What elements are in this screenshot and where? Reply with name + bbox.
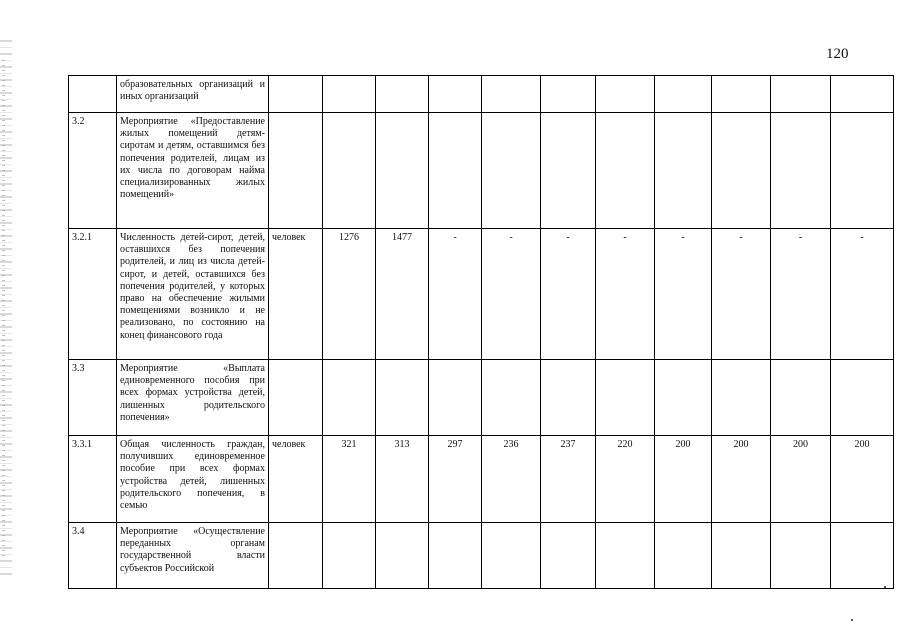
table-row bbox=[69, 360, 894, 436]
value-cell: - bbox=[655, 229, 712, 360]
table-row bbox=[69, 436, 894, 523]
indicators-table bbox=[68, 75, 894, 589]
value-cell bbox=[771, 360, 831, 436]
unit-cell bbox=[269, 76, 323, 113]
value-cell bbox=[429, 76, 482, 113]
row-number-cell: 3.3.1 bbox=[69, 436, 117, 523]
scan-dot bbox=[851, 619, 853, 621]
value-cell: 1276 bbox=[323, 229, 376, 360]
value-cell bbox=[376, 360, 429, 436]
description-cell: Мероприятие «Предоставление жилых помещений детям-сиротам и детям, оставшимся без попечения родителей, лицам из их числа по договорам найма специализированных жилых помещений» bbox=[117, 113, 269, 229]
unit-cell: человек bbox=[269, 229, 323, 360]
value-cell: 313 bbox=[376, 436, 429, 523]
value-cell: - bbox=[596, 229, 655, 360]
value-cell bbox=[429, 113, 482, 229]
page-number: 120 bbox=[826, 46, 849, 62]
value-cell bbox=[655, 360, 712, 436]
table-row bbox=[69, 76, 894, 113]
value-cell: - bbox=[541, 229, 596, 360]
value-cell bbox=[712, 113, 771, 229]
value-cell bbox=[541, 113, 596, 229]
value-cell bbox=[482, 113, 541, 229]
value-cell bbox=[596, 76, 655, 113]
value-cell bbox=[596, 113, 655, 229]
value-cell bbox=[771, 76, 831, 113]
value-cell bbox=[655, 113, 712, 229]
value-cell bbox=[323, 76, 376, 113]
row-number-cell bbox=[69, 76, 117, 113]
value-cell bbox=[429, 360, 482, 436]
value-cell bbox=[541, 76, 596, 113]
value-cell bbox=[712, 360, 771, 436]
value-cell: 321 bbox=[323, 436, 376, 523]
value-cell: - bbox=[482, 229, 541, 360]
value-cell: - bbox=[831, 229, 894, 360]
value-cell bbox=[771, 523, 831, 589]
description-cell: образовательных организаций и иных организаций bbox=[117, 76, 269, 113]
scan-edge-artifact bbox=[2, 60, 5, 560]
value-cell bbox=[323, 523, 376, 589]
value-cell bbox=[323, 113, 376, 229]
value-cell bbox=[482, 523, 541, 589]
value-cell bbox=[541, 523, 596, 589]
value-cell: 200 bbox=[712, 436, 771, 523]
value-cell bbox=[596, 360, 655, 436]
row-number-cell: 3.4 bbox=[69, 523, 117, 589]
value-cell bbox=[831, 523, 894, 589]
value-cell bbox=[541, 360, 596, 436]
value-cell: 236 bbox=[482, 436, 541, 523]
value-cell bbox=[712, 76, 771, 113]
row-number-cell: 3.2.1 bbox=[69, 229, 117, 360]
value-cell: 1477 bbox=[376, 229, 429, 360]
value-cell bbox=[655, 76, 712, 113]
value-cell: 200 bbox=[831, 436, 894, 523]
value-cell bbox=[482, 76, 541, 113]
row-number-cell: 3.2 bbox=[69, 113, 117, 229]
value-cell bbox=[482, 360, 541, 436]
value-cell: 200 bbox=[655, 436, 712, 523]
unit-cell bbox=[269, 113, 323, 229]
value-cell: 200 bbox=[771, 436, 831, 523]
value-cell bbox=[323, 360, 376, 436]
value-cell: - bbox=[712, 229, 771, 360]
description-cell: Мероприятие «Выплата единовременного пособия при всех формах устройства детей, лишенных родительского попечения» bbox=[117, 360, 269, 436]
value-cell bbox=[831, 113, 894, 229]
value-cell bbox=[376, 523, 429, 589]
value-cell: 237 bbox=[541, 436, 596, 523]
table-row bbox=[69, 523, 894, 589]
value-cell bbox=[712, 523, 771, 589]
unit-cell bbox=[269, 523, 323, 589]
value-cell bbox=[831, 360, 894, 436]
row-number-cell: 3.3 bbox=[69, 360, 117, 436]
value-cell bbox=[376, 113, 429, 229]
value-cell bbox=[771, 113, 831, 229]
value-cell bbox=[655, 523, 712, 589]
description-cell: Численность детей-сирот, детей, оставшихся без попечения родителей, и лиц из числа детей-сирот, и детей, оставшихся без попечения родителей, у которых право на обеспечение жилыми помещениями возникло и не реализовано, по состоянию на конец финансового года bbox=[117, 229, 269, 360]
value-cell: 297 bbox=[429, 436, 482, 523]
value-cell bbox=[376, 76, 429, 113]
description-cell: Мероприятие «Осуществление переданных органам государственной власти субъектов Российской bbox=[117, 523, 269, 589]
unit-cell: человек bbox=[269, 436, 323, 523]
value-cell: 220 bbox=[596, 436, 655, 523]
value-cell bbox=[596, 523, 655, 589]
table-row bbox=[69, 113, 894, 229]
value-cell: - bbox=[429, 229, 482, 360]
value-cell bbox=[429, 523, 482, 589]
table-row bbox=[69, 229, 894, 360]
scan-dot bbox=[884, 586, 886, 588]
value-cell: - bbox=[771, 229, 831, 360]
description-cell: Общая численность граждан, получивших единовременное пособие при всех формах устройства детей, лишенных родительского попечения, в семью bbox=[117, 436, 269, 523]
unit-cell bbox=[269, 360, 323, 436]
value-cell bbox=[831, 76, 894, 113]
